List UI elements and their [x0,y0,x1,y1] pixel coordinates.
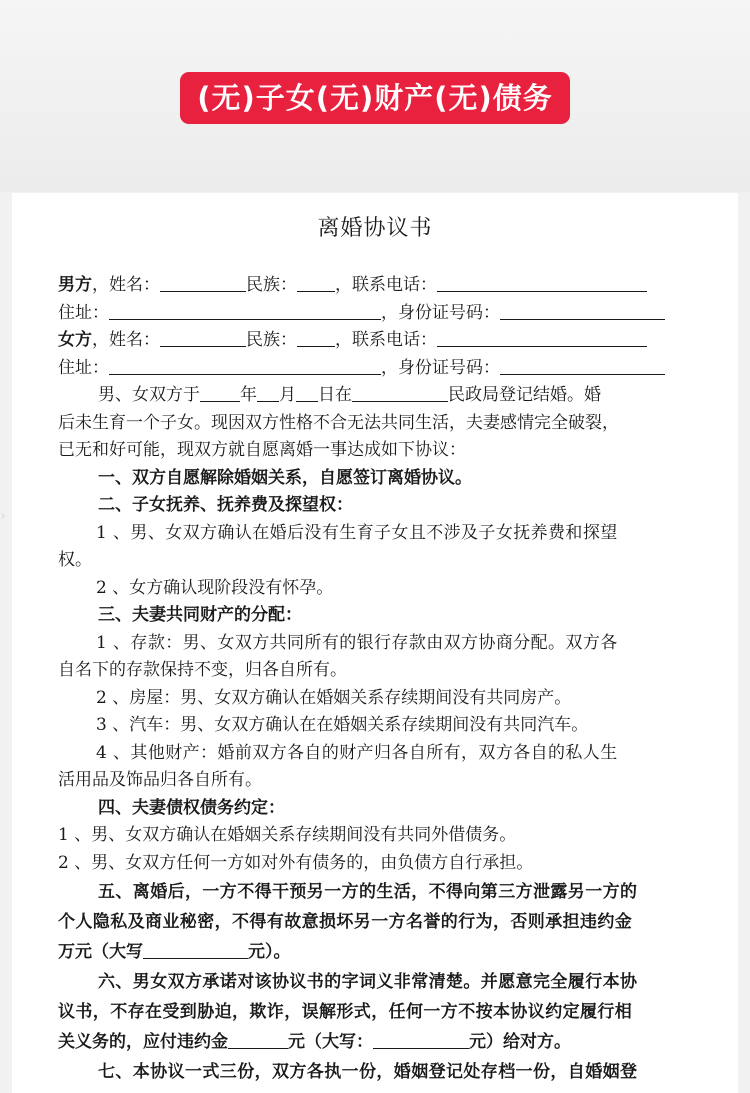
month-blank[interactable] [257,383,279,402]
address-label: 住址： [58,357,109,378]
name-blank[interactable] [160,328,246,347]
year-blank[interactable] [200,383,240,402]
penalty-caps-blank[interactable] [373,1030,469,1049]
wife-label: 女方 [58,330,92,350]
ethnic-label: 民族： [246,275,297,295]
husband-info-line: 男方，姓名： 民族： ，联系电话： [58,272,692,300]
section-6-line-3: 关义务的，应付违约金 元（大写： 元）给对方。 [58,1032,571,1052]
section-5-line-1: 五、离婚后，一方不得干预另一方的生活，不得向第三方泄露另一方的 [98,882,638,902]
id-blank[interactable] [500,301,665,320]
intro-line-1: 男、女双方于 年 月 日在 民政局登记结婚。婚 [98,385,601,405]
section-7-line-1: 七、本协议一式三份，双方各执一份，婚姻登记处存档一份，自婚姻登 [98,1062,638,1082]
id-blank[interactable] [500,356,665,375]
name-label: 姓名： [109,275,160,295]
wife-address-line [58,355,692,383]
document-body [58,272,692,1087]
section-3-heading: 三、夫妻共同财产的分配： [98,605,302,625]
section-4-heading: 四、夫妻债权债务约定： [98,797,285,818]
section-5-line-3: 万元（大写 元）。 [58,942,291,962]
title-banner: (无)子女(无)财产(无)债务 [180,72,570,124]
husband-label: 男方 [58,275,92,295]
section-2-item-1b: 权。 [58,550,92,570]
day-blank[interactable] [296,383,318,402]
section-6-line-1: 六、男女双方承诺对该协议书的字词义非常清楚。并愿意完全履行本协 [98,972,638,992]
section-2-item-1a: 1 、男、女双方确认在婚后没有生育子女且不涉及子女抚养费和探望 [96,522,618,543]
id-label: ，身份证号码： [381,302,500,323]
ethnic-label: 民族： [246,330,297,350]
section-4-item-2: 2 、男、女双方任何一方如对外有债务的，由负债方自行承担。 [58,852,534,873]
section-3-item-1b: 自名下的存款保持不变，归各自所有。 [58,660,347,680]
section-3-item-1a: 1 、存款：男、女双方共同所有的银行存款由双方协商分配。双方各 [96,632,618,653]
id-label: ，身份证号码： [381,357,500,378]
name-label: 姓名： [109,330,160,350]
section-6-line-2: 议书，不存在受到胁迫，欺诈，误解形式，任何一方不按本协议约定履行相 [58,1002,633,1022]
phone-blank[interactable] [437,273,647,292]
edge-mark: › [0,508,6,524]
wife-info-line: 女方，姓名： 民族： ，联系电话： [58,327,692,355]
section-5-line-2: 个人隐私及商业秘密，不得有故意损坏另一方名誉的行为，否则承担违约金 [58,912,633,932]
husband-address-line [58,300,692,328]
intro-line-2: 后未生育一个子女。现因双方性格不合无法共同生活，夫妻感情完全破裂， [58,412,619,433]
section-2-item-2: 2 、女方确认现阶段没有怀孕。 [96,577,334,598]
intro-line-3: 已无和好可能，现双方就自愿离婚一事达成如下协议： [58,440,466,460]
phone-blank[interactable] [437,328,647,347]
ethnic-blank[interactable] [297,328,335,347]
bureau-blank[interactable] [352,383,448,402]
penalty-caps-blank[interactable] [143,940,248,959]
address-blank[interactable] [109,301,381,320]
phone-label: ，联系电话： [335,275,437,295]
penalty-amount-blank[interactable] [228,1030,288,1049]
name-blank[interactable] [160,273,246,292]
section-3-item-2: 2 、房屋：男、女双方确认在婚姻关系存续期间没有共同房产。 [96,687,572,708]
phone-label: ，联系电话： [335,330,437,350]
document-title: 离婚协议书 [317,216,433,241]
section-3-item-4a: 4 、其他财产：婚前双方各自的财产归各自所有，双方各自的私人生 [96,742,618,763]
section-3-item-4b: 活用品及饰品归各自所有。 [58,770,262,790]
section-3-item-3: 3 、汽车：男、女双方确认在在婚姻关系存续期间没有共同汽车。 [96,715,589,735]
section-1: 一、双方自愿解除婚姻关系，自愿签订离婚协议。 [98,467,472,488]
section-2-heading: 二、子女抚养、抚养费及探望权： [98,495,353,515]
address-blank[interactable] [109,356,381,375]
section-4-item-1: 1 、男、女双方确认在婚姻关系存续期间没有共同外借债务。 [58,825,517,845]
address-label: 住址： [58,302,109,323]
ethnic-blank[interactable] [297,273,335,292]
